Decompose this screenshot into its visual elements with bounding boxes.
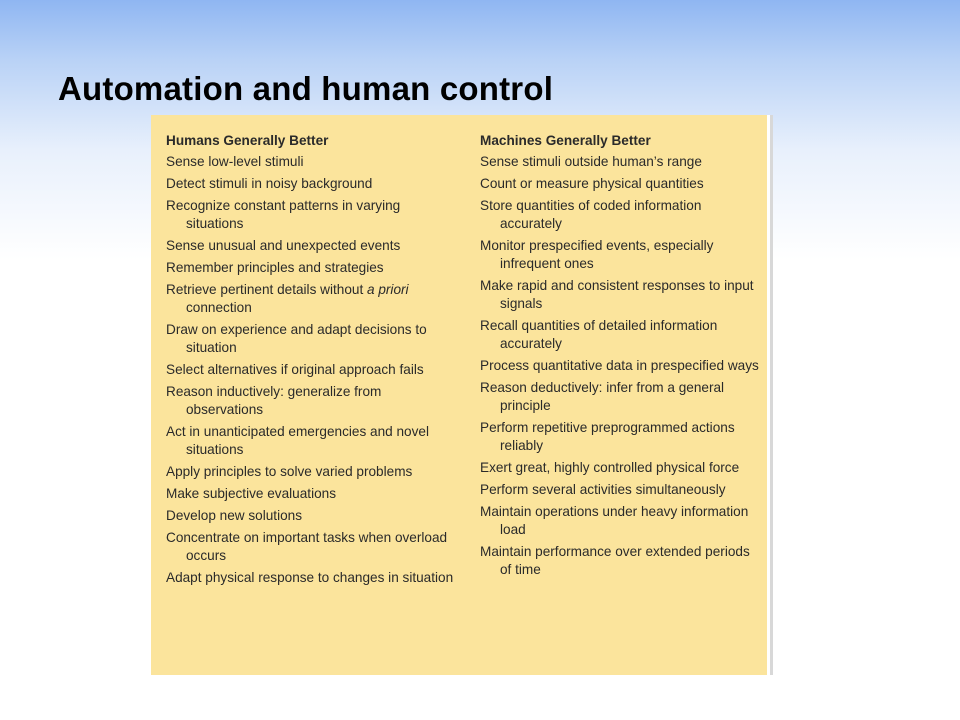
slide-title: Automation and human control	[58, 70, 554, 107]
machines-item: Store quantities of coded information accurately	[480, 198, 702, 231]
machines-item: Reason deductively: infer from a general principle	[480, 380, 725, 413]
machines-column	[480, 132, 762, 583]
humans-item: Sense unusual and unexpected events	[166, 238, 401, 253]
machines-item: Exert great, highly controlled physical force	[480, 460, 740, 475]
humans-column	[166, 132, 461, 591]
machines-column-header: Machines Generally Better	[480, 133, 651, 148]
humans-item	[166, 281, 461, 317]
humans-column-header: Humans Generally Better	[166, 133, 329, 148]
humans-item: Sense low-level stimuli	[166, 154, 304, 169]
humans-item: Act in unanticipated emergencies and novel situations	[166, 424, 429, 457]
machines-item: Count or measure physical quantities	[480, 176, 704, 191]
humans-item: Adapt physical response to changes in situation	[166, 570, 454, 585]
humans-item: Reason inductively: generalize from observations	[166, 384, 382, 417]
machines-item: Perform several activities simultaneously	[480, 482, 726, 497]
humans-item: Apply principles to solve varied problems	[166, 464, 413, 479]
humans-item: Detect stimuli in noisy background	[166, 176, 373, 191]
humans-item-text: Retrieve pertinent details without	[166, 282, 364, 297]
humans-item: Select alternatives if original approach fails	[166, 362, 424, 377]
machines-item: Make rapid and consistent responses to input signals	[480, 278, 754, 311]
machines-item: Recall quantities of detailed information accurately	[480, 318, 718, 351]
humans-item-text: connection	[186, 300, 252, 315]
machines-item: Perform repetitive preprogrammed actions reliably	[480, 420, 735, 453]
machines-item: Maintain performance over extended periods of time	[480, 544, 750, 577]
machines-item: Sense stimuli outside human’s range	[480, 154, 702, 169]
humans-item-italic-text: a priori	[367, 282, 409, 297]
machines-item: Monitor prespecified events, especially infrequent ones	[480, 238, 714, 271]
humans-item: Develop new solutions	[166, 508, 303, 523]
humans-item: Recognize constant patterns in varying situations	[166, 198, 401, 231]
comparison-table	[151, 115, 770, 675]
humans-item: Concentrate on important tasks when overload occurs	[166, 530, 448, 563]
humans-item: Draw on experience and adapt decisions to situation	[166, 322, 427, 355]
machines-item: Maintain operations under heavy information load	[480, 504, 749, 537]
humans-item: Make subjective evaluations	[166, 486, 337, 501]
machines-item: Process quantitative data in prespecified ways	[480, 358, 759, 373]
humans-item: Remember principles and strategies	[166, 260, 384, 275]
